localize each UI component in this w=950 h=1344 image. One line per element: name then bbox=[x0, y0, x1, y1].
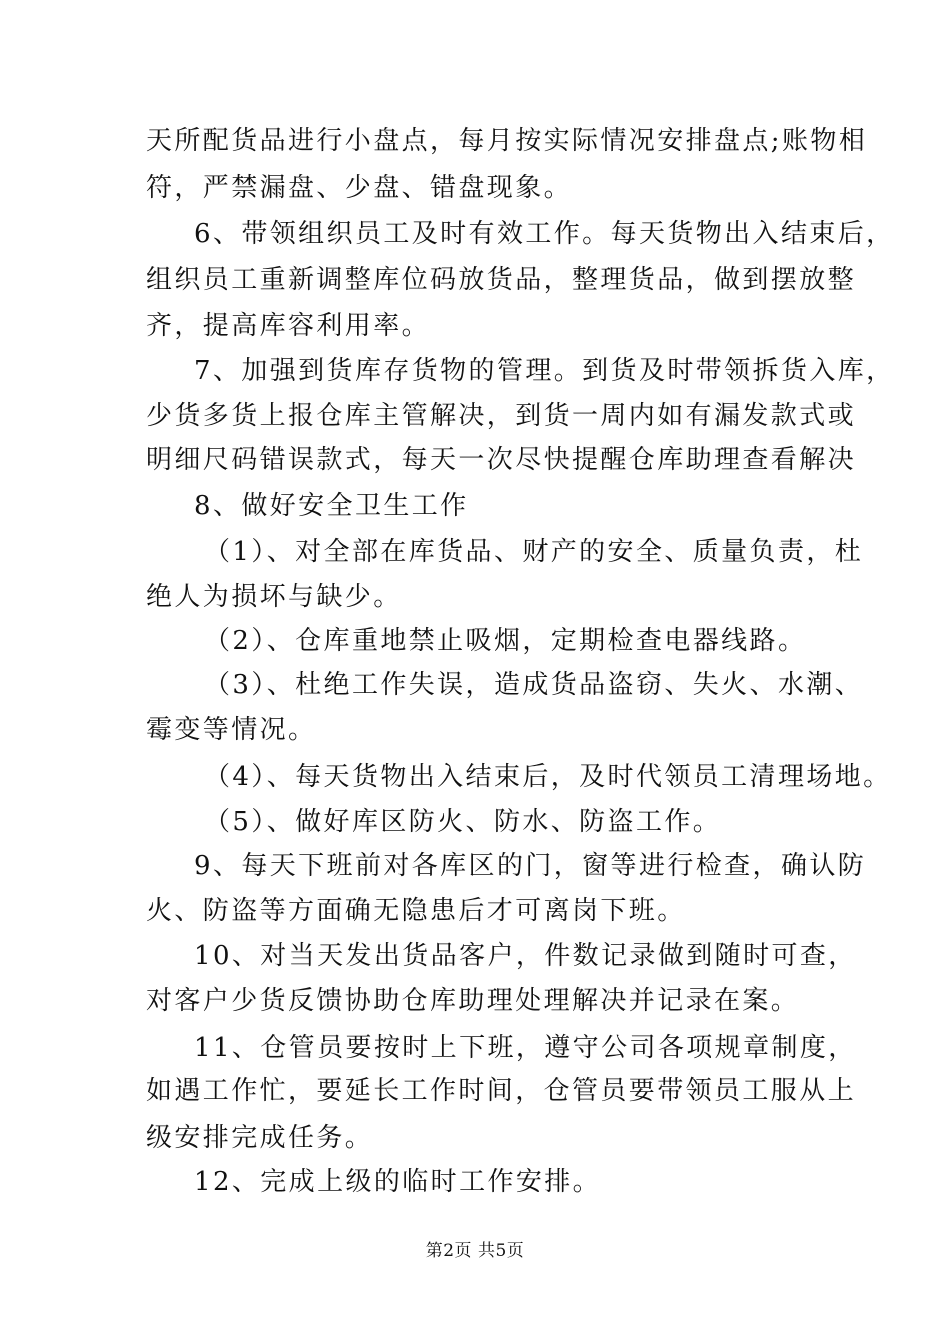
text-line: 8、做好安全卫生工作 bbox=[194, 491, 469, 521]
text-line: 绝人为损坏与缺少。 bbox=[146, 582, 402, 612]
text-line: 天所配货品进行小盘点，每月按实际情况安排盘点;账物相 bbox=[146, 126, 868, 156]
text-line: 12、完成上级的临时工作安排。 bbox=[194, 1167, 602, 1197]
text-line: 7、加强到货库存货物的管理。到货及时带领拆货入库， bbox=[194, 356, 895, 386]
text-line: 组织员工重新调整库位码放货品，整理货品，做到摆放整 bbox=[146, 265, 857, 295]
text-line: 11、仓管员要按时上下班，遵守公司各项规章制度， bbox=[194, 1033, 857, 1063]
text-line: 级安排完成任务。 bbox=[146, 1123, 374, 1153]
text-line: 少货多货上报仓库主管解决，到货一周内如有漏发款式或 bbox=[146, 401, 857, 431]
text-line: 10、对当天发出货品客户，件数记录做到随时可查， bbox=[194, 941, 857, 971]
page-number-footer: 第2页 共5页 bbox=[425, 1241, 525, 1261]
text-line: （4）、每天货物出入结束后，及时代领员工清理场地。 bbox=[204, 762, 892, 792]
text-line: 霉变等情况。 bbox=[146, 715, 317, 745]
text-line: 符，严禁漏盘、少盘、错盘现象。 bbox=[146, 173, 573, 203]
text-line: 齐，提高库容利用率。 bbox=[146, 311, 431, 341]
text-line: （1）、对全部在库货品、财产的安全、质量负责，杜 bbox=[204, 537, 864, 567]
text-line: 9、每天下班前对各库区的门，窗等进行检查，确认防 bbox=[194, 851, 867, 881]
text-line: （3）、杜绝工作失误，造成货品盗窃、失火、水潮、 bbox=[204, 670, 864, 700]
text-line: 如遇工作忙，要延长工作时间，仓管员要带领员工服从上 bbox=[146, 1076, 857, 1106]
text-line: 明细尺码错误款式，每天一次尽快提醒仓库助理查看解决 bbox=[146, 445, 857, 475]
text-line: （5）、做好库区防火、防水、防盗工作。 bbox=[204, 807, 722, 837]
text-line: （2）、仓库重地禁止吸烟，定期检查电器线路。 bbox=[204, 626, 807, 656]
text-line: 6、带领组织员工及时有效工作。每天货物出入结束后， bbox=[194, 219, 895, 249]
text-line: 对客户少货反馈协助仓库助理处理解决并记录在案。 bbox=[146, 986, 800, 1016]
text-line: 火、防盗等方面确无隐患后才可离岗下班。 bbox=[146, 896, 686, 926]
